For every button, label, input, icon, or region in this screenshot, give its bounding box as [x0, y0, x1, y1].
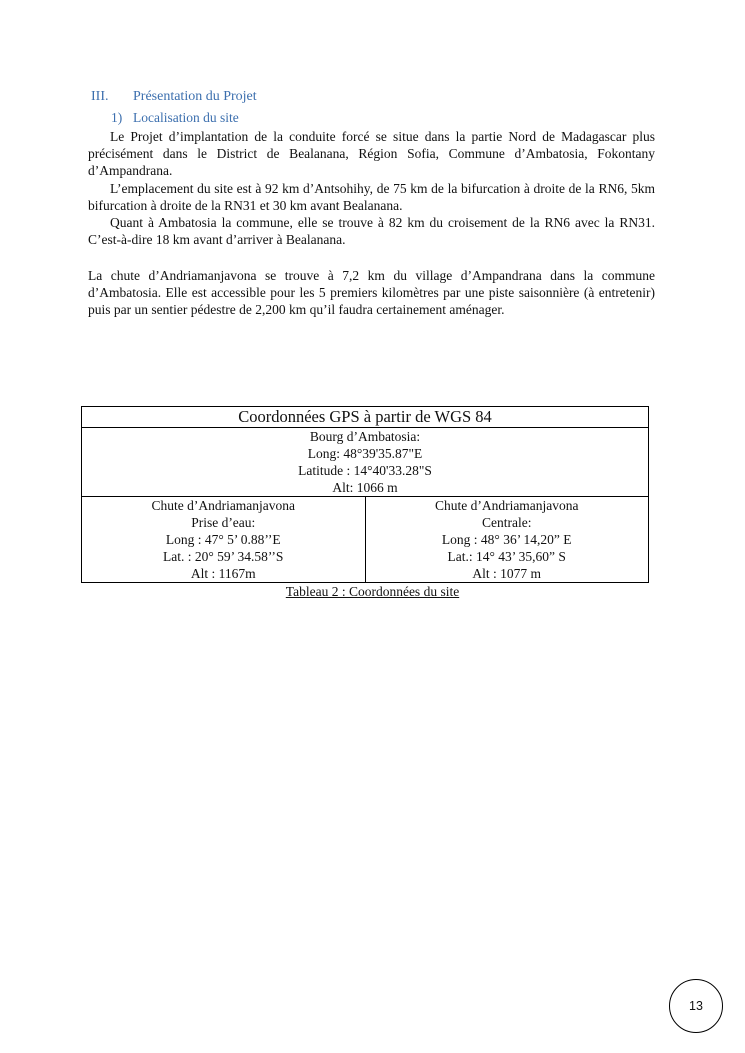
cell-line: Chute d’Andriamanjavona: [151, 498, 296, 513]
gps-coordinates-table: [81, 406, 649, 583]
subsection-number: 1): [111, 110, 123, 125]
cell-line: Bourg d’Ambatosia:: [309, 429, 421, 444]
cell-line: Lat.: 14° 43’ 35,60” S: [447, 549, 566, 564]
cell-line: Long: 48°39'35.87"E: [307, 446, 423, 461]
cell-line: Prise d’eau:: [191, 515, 256, 530]
paragraph: Quant à Ambatosia la commune, elle se trouve à 82 km du croisement de la RN6 avec la RN31. C’est-à-dire 18 km avant d’arriver à Bealanana.: [88, 215, 655, 248]
subsection-title: Localisation du site: [133, 110, 239, 125]
cell-line: Alt: 1066 m: [332, 480, 398, 495]
cell-line: Long : 47° 5’ 0.88’’E: [165, 532, 281, 547]
bourg-cell: [82, 428, 649, 497]
paragraph: L’emplacement du site est à 92 km d’Antsohihy, de 75 km de la bifurcation à droite de la RN6, 5km bifurcation à droite de la RN31 et 30 km avant Bealanana.: [88, 180, 655, 213]
cell-line: Centrale:: [482, 515, 532, 530]
paragraph: Le Projet d’implantation de la conduite forcé se situe dans la partie Nord de Madagascar plus précisément dans le District de Bealanana, Région Sofia, Commune d’Ambatosia, Fokontany d’Ampandrana.: [88, 129, 655, 179]
page-number: 13: [669, 979, 723, 1033]
cell-line: Chute d’Andriamanjavona: [434, 498, 579, 513]
centrale-cell: [365, 497, 649, 583]
cell-line: Long : 48° 36’ 14,20” E: [441, 532, 572, 547]
cell-line: Lat. : 20° 59’ 34.58’’S: [163, 549, 284, 564]
cell-line: Alt : 1077 m: [472, 566, 542, 581]
section-title: Présentation du Projet: [133, 89, 257, 104]
location-paragraphs: [88, 128, 655, 248]
section-heading: [91, 89, 257, 105]
subsection-heading: [111, 110, 239, 126]
prise-eau-cell: [82, 497, 366, 583]
waterfall-paragraph-block: [88, 267, 655, 319]
table-caption: Tableau 2 : Coordonnées du site: [285, 584, 460, 599]
table-title: Coordonnées GPS à partir de WGS 84: [82, 407, 649, 428]
cell-line: Alt : 1167m: [190, 566, 256, 581]
section-number: III.: [91, 89, 109, 104]
paragraph: La chute d’Andriamanjavona se trouve à 7,2 km du village d’Ampandrana dans la commune d’Ambatosia. Elle est accessible pour les 5 premiers kilomètres par une piste saisonnière (à entretenir) puis par un sentier pédestre de 2,200 km qu’il faudra certainement aménager.: [88, 268, 655, 318]
cell-line: Latitude : 14°40'33.28"S: [298, 463, 432, 478]
